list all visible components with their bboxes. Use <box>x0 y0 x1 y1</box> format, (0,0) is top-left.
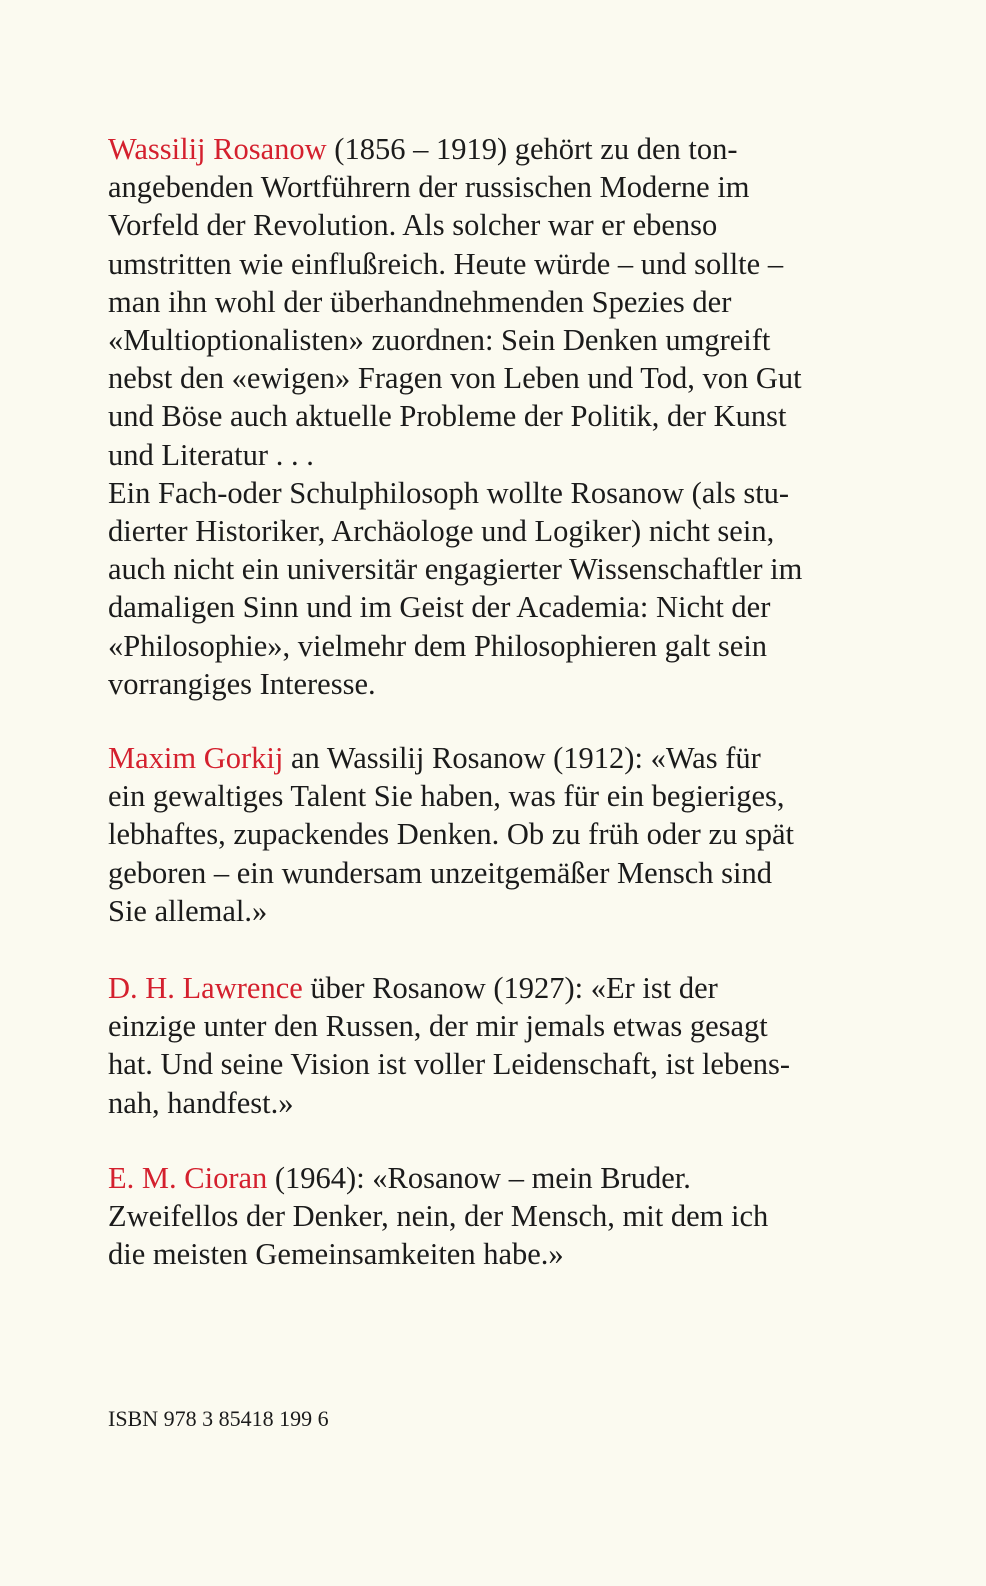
text-line: dierter Historiker, Archäologe und Logiker) nicht sein, <box>108 514 775 549</box>
text-line: die meisten Gemeinsamkeiten habe.» <box>108 1237 564 1272</box>
text-line: einzige unter den Russen, der mir jemals etwas gesagt <box>108 1009 768 1044</box>
text-line: man ihn wohl der überhandnehmenden Spezies der <box>108 284 732 319</box>
paragraph-cioran-quote <box>108 1159 808 1274</box>
text-line: vorrangiges Interesse. <box>108 666 376 701</box>
text-line: hat. Und seine Vision ist voller Leidenschaft, ist lebens- <box>108 1047 791 1082</box>
author-name-rosanow: Wassilij Rosanow <box>108 132 327 166</box>
author-name-gorkij: Maxim Gorkij <box>108 741 284 775</box>
text-line: Wassilij Rosanow (1856 – 1919) gehört zu den ton- <box>108 132 738 166</box>
text-line: und Böse auch aktuelle Probleme der Politik, der Kunst <box>108 399 787 434</box>
text-line: lebhaftes, zupackendes Denken. Ob zu früh oder zu spät <box>108 817 794 852</box>
text-line: Vorfeld der Revolution. Als solcher war er ebenso <box>108 208 718 243</box>
paragraph-gorkij-quote <box>108 739 808 930</box>
paragraph-rosanow <box>108 130 808 703</box>
text-line: Ein Fach-oder Schulphilosoph wollte Rosanow (als stu- <box>108 475 790 510</box>
author-name-lawrence: D. H. Lawrence <box>108 971 303 1005</box>
text-line: ein gewaltiges Talent Sie haben, was für ein begieriges, <box>108 779 785 814</box>
text-line: umstritten wie einflußreich. Heute würde – und sollte – <box>108 246 784 281</box>
text-line: nah, handfest.» <box>108 1085 294 1120</box>
text-line: Zweifellos der Denker, nein, der Mensch, mit dem ich <box>108 1199 769 1234</box>
isbn-number: ISBN 978 3 85418 199 6 <box>108 1406 329 1431</box>
text-line: Sie allemal.» <box>108 893 268 928</box>
text-line: damaligen Sinn und im Geist der Academia: Nicht der <box>108 590 771 625</box>
text-line: und Literatur . . . <box>108 437 314 472</box>
paragraph-lawrence-quote <box>108 969 808 1122</box>
text-line: angebenden Wortführern der russischen Moderne im <box>108 170 750 205</box>
text-line: «Philosophie», vielmehr dem Philosophieren galt sein <box>108 628 768 663</box>
text-line: E. M. Cioran (1964): «Rosanow – mein Bruder. <box>108 1161 691 1195</box>
text-line: nebst den «ewigen» Fragen von Leben und Tod, von Gut <box>108 361 802 396</box>
text-line: D. H. Lawrence über Rosanow (1927): «Er ist der <box>108 971 718 1005</box>
text-line: «Multioptionalisten» zuordnen: Sein Denken umgreift <box>108 323 771 358</box>
author-name-cioran: E. M. Cioran <box>108 1161 268 1195</box>
text-line: auch nicht ein universitär engagierter Wissenschaftler im <box>108 552 803 587</box>
text-line: geboren – ein wundersam unzeitgemäßer Mensch sind <box>108 855 773 890</box>
text-line: Maxim Gorkij an Wassilij Rosanow (1912): «Was für <box>108 741 761 775</box>
